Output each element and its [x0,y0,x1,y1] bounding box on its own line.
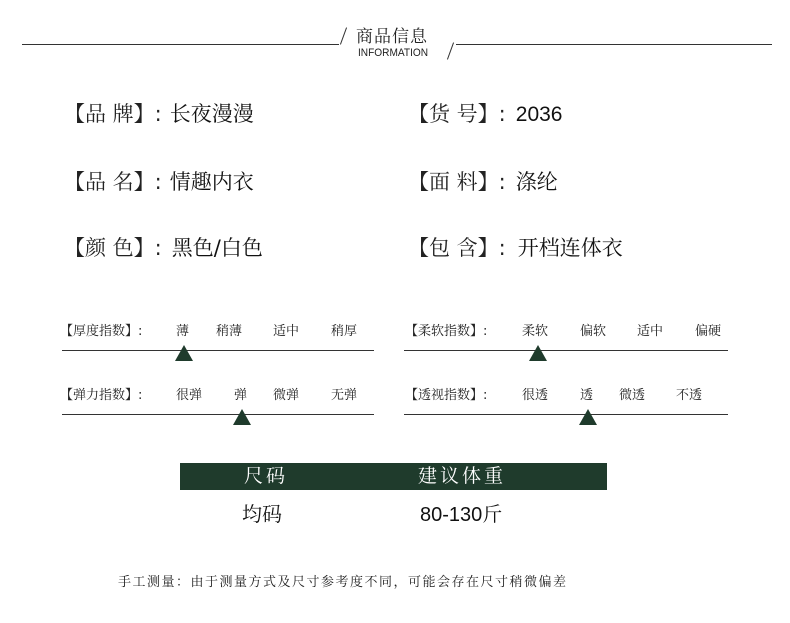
attr-includes [408,232,623,262]
index-elasticity-option-2: 弹 [234,388,248,403]
header-slash-right [447,42,454,59]
measurement-note: 手工测量：由于测量方式及尺寸参考度不同，可能会存在尺寸稍微偏差 [118,575,568,590]
attr-brand-key: 【品 牌】: [64,102,162,126]
index-elasticity-marker [233,409,251,425]
attr-brand [64,98,254,128]
index-thickness-option-1: 薄 [176,324,190,339]
attr-name-key: 【品 名】: [64,170,162,194]
header-rule-right [456,44,772,45]
attr-name [64,166,254,196]
index-softness-option-1: 柔软 [522,324,549,339]
index-elasticity-option-4: 无弹 [331,388,358,403]
index-elasticity-option-3: 微弹 [273,388,300,403]
index-transparency-option-1: 很透 [522,388,549,403]
index-thickness-option-4: 稍厚 [331,324,358,339]
index-transparency-marker [579,409,597,425]
attr-item-no-value: 2036 [515,103,563,126]
size-table-header-size: 尺码 [244,465,289,487]
index-transparency-label: 【透视指数】: [405,388,488,403]
attr-fabric-key: 【面 料】: [408,170,506,194]
header-slash-left [340,27,347,44]
index-elasticity-label: 【弹力指数】: [60,388,143,403]
attr-includes-key: 【包 含】: [408,236,506,260]
attr-fabric [408,166,558,196]
attr-color-key: 【颜 色】: [64,236,162,260]
attr-color [64,232,263,262]
index-elasticity-scale [62,414,374,415]
attr-color-value: 黑色/白色 [171,236,263,260]
index-softness-scale [404,350,728,351]
index-thickness-option-2: 稍薄 [216,324,243,339]
size-table-header-weight: 建议体重 [418,465,507,487]
index-thickness-option-3: 适中 [273,324,300,339]
attr-includes-value: 开档连体衣 [517,236,623,260]
size-table-cell-weight: 80-130斤 [420,504,503,526]
index-softness-option-3: 适中 [637,324,664,339]
index-transparency-option-2: 透 [580,388,594,403]
attr-brand-value: 长夜漫漫 [169,102,254,126]
index-elasticity-option-1: 很弹 [176,388,203,403]
header-rule-left [22,44,339,45]
attr-item-no-key: 【货 号】: [408,102,506,126]
attr-item-no [408,98,562,128]
index-softness-option-2: 偏软 [580,324,607,339]
index-thickness-scale [62,350,374,351]
header-subtitle: INFORMATION [358,47,429,59]
index-transparency-option-3: 微透 [619,388,646,403]
attr-fabric-value: 涤纶 [515,170,558,194]
index-transparency-option-4: 不透 [676,388,703,403]
header-title: 商品信息 [356,27,428,47]
index-transparency-scale [404,414,728,415]
index-thickness-label: 【厚度指数】: [60,324,143,339]
index-thickness-marker [175,345,193,361]
index-softness-label: 【柔软指数】: [405,324,488,339]
size-table-cell-size: 均码 [242,502,282,526]
index-softness-marker [529,345,547,361]
index-softness-option-4: 偏硬 [695,324,722,339]
attr-name-value: 情趣内衣 [169,170,254,194]
